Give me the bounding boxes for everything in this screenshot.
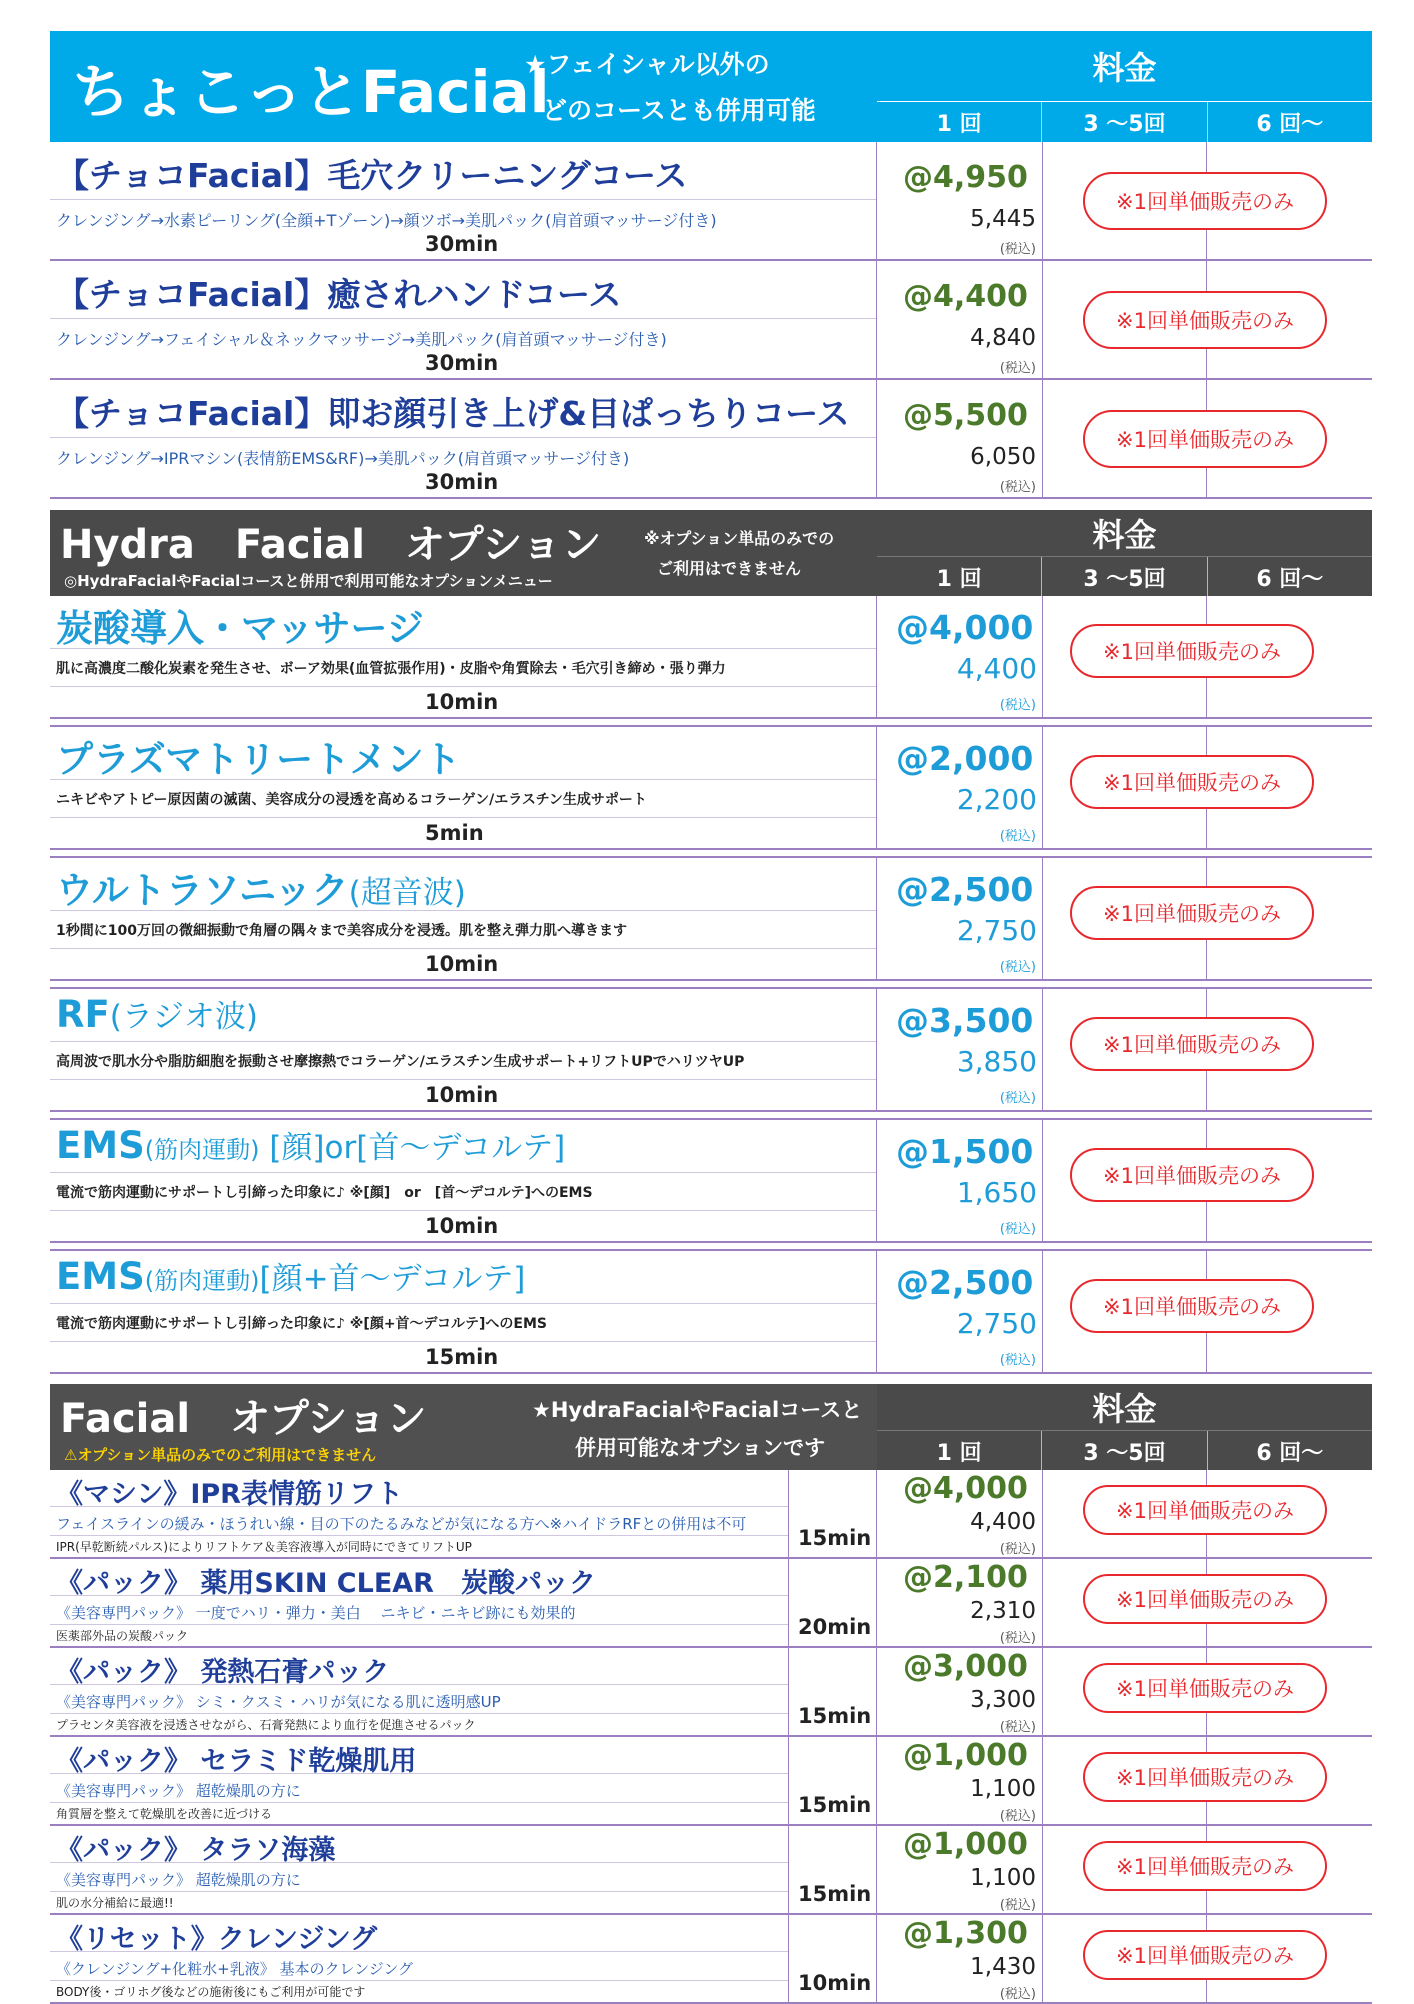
facial-option-name: 《マシン》IPR表情筋リフト — [56, 1479, 403, 1510]
course-desc: クレンジング→水素ピーリング(全顔+Tゾーン)→顔ツボ→美肌パック(肩首頭マッサージ付き) — [56, 211, 717, 230]
option-name — [56, 991, 258, 1036]
divider — [50, 1980, 788, 1981]
divider — [876, 1737, 877, 1824]
divider — [1042, 1826, 1043, 1913]
tax-label: (税込) — [999, 1809, 1036, 1824]
divider — [1042, 1915, 1043, 2002]
facial-option-name: 《パック》 発熱石膏パック — [56, 1657, 390, 1688]
single-only-badge: ※1回単価販売のみ — [1083, 1930, 1327, 1980]
divider — [1042, 142, 1043, 259]
price-tax-included: 6,050 — [970, 444, 1036, 470]
tax-label: (税込) — [999, 829, 1036, 844]
facial-option-time: 15min — [798, 1526, 872, 1550]
price-tax-included: 3,300 — [970, 1687, 1036, 1713]
option-name-main: 炭酸導入・マッサージ — [56, 607, 424, 650]
divider — [876, 1915, 877, 2002]
divider — [876, 989, 877, 1110]
option-desc: 1秒間に100万回の微細振動で角層の隅々まで美容成分を浸透。肌を整え弾力肌へ導きます — [56, 923, 627, 939]
divider — [1042, 1251, 1043, 1372]
price-tax-included: 4,840 — [970, 325, 1036, 351]
option-name-tail: [顔]or[首～デコルテ] — [259, 1130, 566, 1166]
course-name: 【チョコFacial】癒されハンドコース — [56, 275, 622, 314]
section2-title: Hydra Facial オプション — [60, 522, 602, 568]
divider — [876, 261, 877, 378]
facial-option-name: 《パック》 タラソ海藻 — [56, 1835, 336, 1866]
option-time: 10min — [425, 690, 499, 714]
course-time: 30min — [425, 351, 499, 375]
price-header-label: 料金 — [1092, 1390, 1157, 1428]
divider — [1042, 1470, 1043, 1557]
price-member: @5,500 — [903, 398, 1028, 433]
price-member: @3,000 — [903, 1649, 1028, 1684]
divider — [1042, 380, 1043, 497]
option-name-tail: [顔+首～デコルテ] — [259, 1261, 526, 1297]
price-tax-included: 1,650 — [956, 1176, 1037, 1209]
option-name-main: RF — [56, 993, 110, 1036]
single-only-badge: ※1回単価販売のみ — [1083, 410, 1327, 468]
tax-label: (税込) — [999, 1898, 1036, 1913]
option-name-sub: (超音波) — [348, 875, 466, 911]
section1-title: ちょこっとFacial — [72, 58, 550, 126]
facial-option-note: プラセンタ美容液を浸透させながら、石膏発熱により血行を促進させるパック — [56, 1718, 476, 1732]
section3-note-1: ★HydraFacialやFacialコースと — [532, 1398, 863, 1422]
col-6: 6 回～ — [1207, 102, 1372, 143]
facial-option-desc: 《美容専門パック》 超乾燥肌の方に — [56, 1782, 301, 1800]
facial-option-time: 15min — [798, 1882, 872, 1906]
facial-option-time: 15min — [798, 1793, 872, 1817]
course-time: 30min — [425, 232, 499, 256]
facial-option-desc: フェイスラインの緩み・ほうれい線・目の下のたるみなどが気になる方へ※ハイドラRFとの併用は不可 — [56, 1515, 747, 1533]
divider — [50, 1172, 876, 1173]
facial-option-note: BODY後・ゴリホグ後などの施術後にもご利用が可能です — [56, 1985, 366, 1999]
divider — [876, 858, 877, 979]
price-member: @1,000 — [903, 1827, 1028, 1862]
single-only-badge: ※1回単価販売のみ — [1083, 1485, 1327, 1535]
option-name — [56, 1122, 565, 1167]
facial-option-row — [50, 1470, 1372, 1559]
divider — [1042, 727, 1043, 848]
option-desc: ニキビやアトピー原因菌の滅菌、美容成分の浸透を高めるコラーゲン/エラスチン生成サポート — [56, 792, 647, 808]
option-time: 10min — [425, 952, 499, 976]
option-desc: 肌に高濃度二酸化炭素を発生させ、ボーア効果(血管拡張作用)・皮脂や角質除去・毛穴引き締め・張り弾力 — [56, 661, 726, 677]
option-desc: 電流で筋肉運動にサポートし引締った印象に♪ ※[顔] or [首～デコルテ]へのEMS — [56, 1185, 593, 1201]
divider — [50, 437, 876, 438]
divider — [50, 199, 876, 200]
facial-option-row — [50, 1915, 1372, 2004]
facial-option-time: 20min — [798, 1615, 872, 1639]
tax-label: (税込) — [999, 1631, 1036, 1646]
option-row — [50, 987, 1372, 1112]
single-only-badge: ※1回単価販売のみ — [1070, 1148, 1314, 1202]
divider — [1042, 1648, 1043, 1735]
tax-label: (税込) — [999, 480, 1036, 495]
col-1: 1 回 — [936, 566, 982, 592]
section3-title-block — [50, 1384, 877, 1470]
course-row — [50, 261, 1372, 380]
section1-header — [50, 31, 1372, 142]
divider — [50, 686, 876, 687]
divider — [788, 1826, 789, 1913]
price-tax-included: 2,310 — [970, 1598, 1036, 1624]
divider — [50, 1624, 788, 1625]
section3-warning: ⚠オプション単品のみでのご利用はできません — [64, 1446, 377, 1464]
col-1: 1 回 — [936, 112, 982, 137]
divider — [50, 1303, 876, 1304]
option-name — [56, 729, 461, 783]
section3-note-2: 併用可能なオプションです — [575, 1436, 826, 1460]
section3-title: Facial オプション — [60, 1396, 427, 1442]
option-row — [50, 1249, 1372, 1374]
divider — [1042, 1737, 1043, 1824]
price-tax-included: 2,200 — [956, 783, 1037, 816]
option-name-main: ウルトラソニック — [56, 869, 349, 912]
section-hydra-options — [50, 510, 1372, 1374]
facial-option-desc: 《クレンジング+化粧水+乳液》 基本のクレンジング — [56, 1960, 414, 1978]
option-name — [56, 860, 466, 914]
option-time: 15min — [425, 1345, 499, 1369]
tax-label: (税込) — [999, 1987, 1036, 2002]
section-facial-options — [50, 1384, 1372, 2004]
price-member: @2,500 — [896, 870, 1034, 909]
single-only-badge: ※1回単価販売のみ — [1083, 172, 1327, 230]
price-member: @4,000 — [903, 1471, 1028, 1506]
divider — [50, 318, 876, 319]
divider — [876, 1470, 877, 1557]
price-tax-included: 1,430 — [970, 1954, 1036, 1980]
section3-price-header — [877, 1384, 1372, 1470]
option-name-main: EMS — [56, 1124, 145, 1167]
option-name — [56, 598, 424, 652]
single-only-badge: ※1回単価販売のみ — [1070, 886, 1314, 940]
section2-subtitle: ◎HydraFacialやFacialコースと併用で利用可能なオプションメニュー — [64, 572, 553, 590]
price-member: @4,000 — [896, 608, 1034, 647]
tax-label: (税込) — [999, 698, 1036, 713]
tax-label: (税込) — [999, 361, 1036, 376]
divider — [1042, 1559, 1043, 1646]
divider — [50, 1041, 876, 1042]
course-name: 【チョコFacial】毛穴クリーニングコース — [56, 156, 688, 195]
price-tax-included: 1,100 — [970, 1865, 1036, 1891]
facial-option-row — [50, 1737, 1372, 1826]
course-time: 30min — [425, 470, 499, 494]
section1-title-block — [50, 31, 877, 142]
price-columns — [877, 101, 1372, 143]
divider — [50, 1341, 876, 1342]
tax-label: (税込) — [999, 1720, 1036, 1735]
single-only-badge: ※1回単価販売のみ — [1083, 1841, 1327, 1891]
price-member: @1,500 — [896, 1132, 1034, 1171]
section1-note-1: ★フェイシャル以外の — [524, 50, 770, 79]
divider — [50, 1891, 788, 1892]
col-6: 6 回～ — [1207, 1431, 1372, 1471]
divider — [788, 1470, 789, 1557]
divider — [788, 1648, 789, 1735]
single-only-badge: ※1回単価販売のみ — [1070, 1279, 1314, 1333]
facial-option-desc: 《美容専門パック》 一度でハリ・弾力・美白 ニキビ・ニキビ跡にも効果的 — [56, 1604, 576, 1622]
single-only-badge: ※1回単価販売のみ — [1083, 1574, 1327, 1624]
divider — [788, 1559, 789, 1646]
course-desc: クレンジング→フェイシャル＆ネックマッサージ→美肌パック(肩首頭マッサージ付き) — [56, 330, 667, 349]
price-header-label: 料金 — [1092, 49, 1157, 87]
divider — [50, 1210, 876, 1211]
price-member: @2,500 — [896, 1263, 1034, 1302]
facial-option-time: 15min — [798, 1704, 872, 1728]
single-only-badge: ※1回単価販売のみ — [1083, 291, 1327, 349]
course-desc: クレンジング→IPRマシン(表情筋EMS&RF)→美肌パック(肩首頭マッサージ付き) — [56, 449, 630, 468]
single-only-badge: ※1回単価販売のみ — [1083, 1663, 1327, 1713]
option-row — [50, 1118, 1372, 1243]
course-row — [50, 380, 1372, 499]
divider — [1042, 989, 1043, 1110]
facial-option-row — [50, 1559, 1372, 1648]
option-time: 10min — [425, 1214, 499, 1238]
price-member: @4,950 — [903, 160, 1028, 195]
col-3-5: 3 ～5回 — [1041, 102, 1206, 143]
section2-header — [50, 510, 1372, 596]
single-only-badge: ※1回単価販売のみ — [1070, 755, 1314, 809]
divider — [788, 1915, 789, 2002]
price-tax-included: 1,100 — [970, 1776, 1036, 1802]
divider — [876, 1251, 877, 1372]
price-tax-included: 4,400 — [970, 1509, 1036, 1535]
facial-option-time: 10min — [798, 1971, 872, 1995]
price-member: @1,300 — [903, 1916, 1028, 1951]
divider — [50, 948, 876, 949]
option-row — [50, 725, 1372, 850]
price-member: @3,500 — [896, 1001, 1034, 1040]
tax-label: (税込) — [999, 1091, 1036, 1106]
section3-header — [50, 1384, 1372, 1470]
facial-option-name: 《パック》 セラミド乾燥肌用 — [56, 1746, 417, 1777]
option-desc: 電流で筋肉運動にサポートし引締った印象に♪ ※[顔+首～デコルテ]へのEMS — [56, 1316, 547, 1332]
price-header-label: 料金 — [1092, 516, 1157, 554]
option-time: 5min — [425, 821, 484, 845]
col-3-5: 3 ～5回 — [1041, 557, 1206, 597]
price-member: @2,100 — [903, 1560, 1028, 1595]
price-columns — [877, 556, 1372, 597]
divider — [50, 1802, 788, 1803]
facial-option-row — [50, 1826, 1372, 1915]
facial-option-desc: 《美容専門パック》 シミ・クスミ・ハリが気になる肌に透明感UP — [56, 1693, 501, 1711]
option-name — [56, 1253, 525, 1298]
section-choko-facial — [50, 31, 1372, 499]
divider — [876, 1559, 877, 1646]
price-tax-included: 3,850 — [956, 1045, 1037, 1078]
divider — [1042, 596, 1043, 717]
price-tax-included: 5,445 — [970, 206, 1036, 232]
facial-option-desc: 《美容専門パック》 超乾燥肌の方に — [56, 1871, 301, 1889]
price-columns — [877, 1430, 1372, 1471]
price-member: @2,000 — [896, 739, 1034, 778]
option-name-main: プラズマトリートメント — [56, 738, 461, 781]
facial-option-name: 《リセット》クレンジング — [56, 1924, 378, 1955]
single-only-badge: ※1回単価販売のみ — [1070, 624, 1314, 678]
section1-note-2: どのコースとも併用可能 — [542, 96, 816, 125]
price-tax-included: 4,400 — [956, 652, 1037, 685]
divider — [876, 380, 877, 497]
divider — [876, 142, 877, 259]
tax-label: (税込) — [999, 1542, 1036, 1557]
tax-label: (税込) — [999, 1222, 1036, 1237]
divider — [876, 596, 877, 717]
tax-label: (税込) — [999, 1353, 1036, 1368]
divider — [50, 1079, 876, 1080]
tax-label: (税込) — [999, 960, 1036, 975]
option-name-sub: (ラジオ波) — [109, 999, 258, 1035]
option-time: 10min — [425, 1083, 499, 1107]
facial-option-note: IPR(早乾断続パルス)によりリフトケア＆美容液導入が同時にできてリフトUP — [56, 1540, 472, 1554]
section2-price-header — [877, 510, 1372, 596]
divider — [1042, 1120, 1043, 1241]
divider — [876, 1826, 877, 1913]
col-1: 1 回 — [936, 1440, 982, 1466]
option-name-main: EMS — [56, 1255, 145, 1298]
option-row — [50, 596, 1372, 719]
facial-option-note: 肌の水分補給に最適!! — [56, 1896, 174, 1910]
price-member: @4,400 — [903, 279, 1028, 314]
price-member: @1,000 — [903, 1738, 1028, 1773]
col-6: 6 回～ — [1207, 557, 1372, 597]
facial-option-note: 角質層を整えて乾燥肌を改善に近づける — [56, 1807, 273, 1821]
tax-label: (税込) — [999, 242, 1036, 257]
divider — [50, 817, 876, 818]
divider — [50, 1535, 788, 1536]
option-name-sub: (筋肉運動) — [144, 1136, 260, 1164]
divider — [50, 1713, 788, 1714]
facial-option-name: 《パック》 薬用SKIN CLEAR 炭酸パック — [56, 1568, 596, 1599]
section1-price-header — [877, 31, 1372, 142]
option-row — [50, 856, 1372, 981]
col-3-5: 3 ～5回 — [1041, 1431, 1206, 1471]
divider — [876, 727, 877, 848]
option-name-sub: (筋肉運動) — [144, 1267, 260, 1295]
divider — [876, 1120, 877, 1241]
price-tax-included: 2,750 — [956, 1307, 1037, 1340]
divider — [876, 1648, 877, 1735]
divider — [1042, 858, 1043, 979]
course-name: 【チョコFacial】即お顔引き上げ&目ぱっちりコース — [56, 394, 850, 433]
section2-note-2: ご利用はできません — [657, 559, 802, 578]
section2-title-block — [50, 510, 877, 596]
divider — [1042, 261, 1043, 378]
single-only-badge: ※1回単価販売のみ — [1070, 1017, 1314, 1071]
divider — [788, 1737, 789, 1824]
facial-option-row — [50, 1648, 1372, 1737]
facial-option-note: 医薬部外品の炭酸パック — [56, 1629, 189, 1643]
option-desc: 高周波で肌水分や脂肪細胞を振動させ摩擦熱でコラーゲン/エラスチン生成サポート+リフトUPでハリツヤUP — [56, 1054, 745, 1070]
single-only-badge: ※1回単価販売のみ — [1083, 1752, 1327, 1802]
course-row — [50, 142, 1372, 261]
price-tax-included: 2,750 — [956, 914, 1037, 947]
section2-note-1: ※オプション単品のみでの — [644, 529, 835, 548]
